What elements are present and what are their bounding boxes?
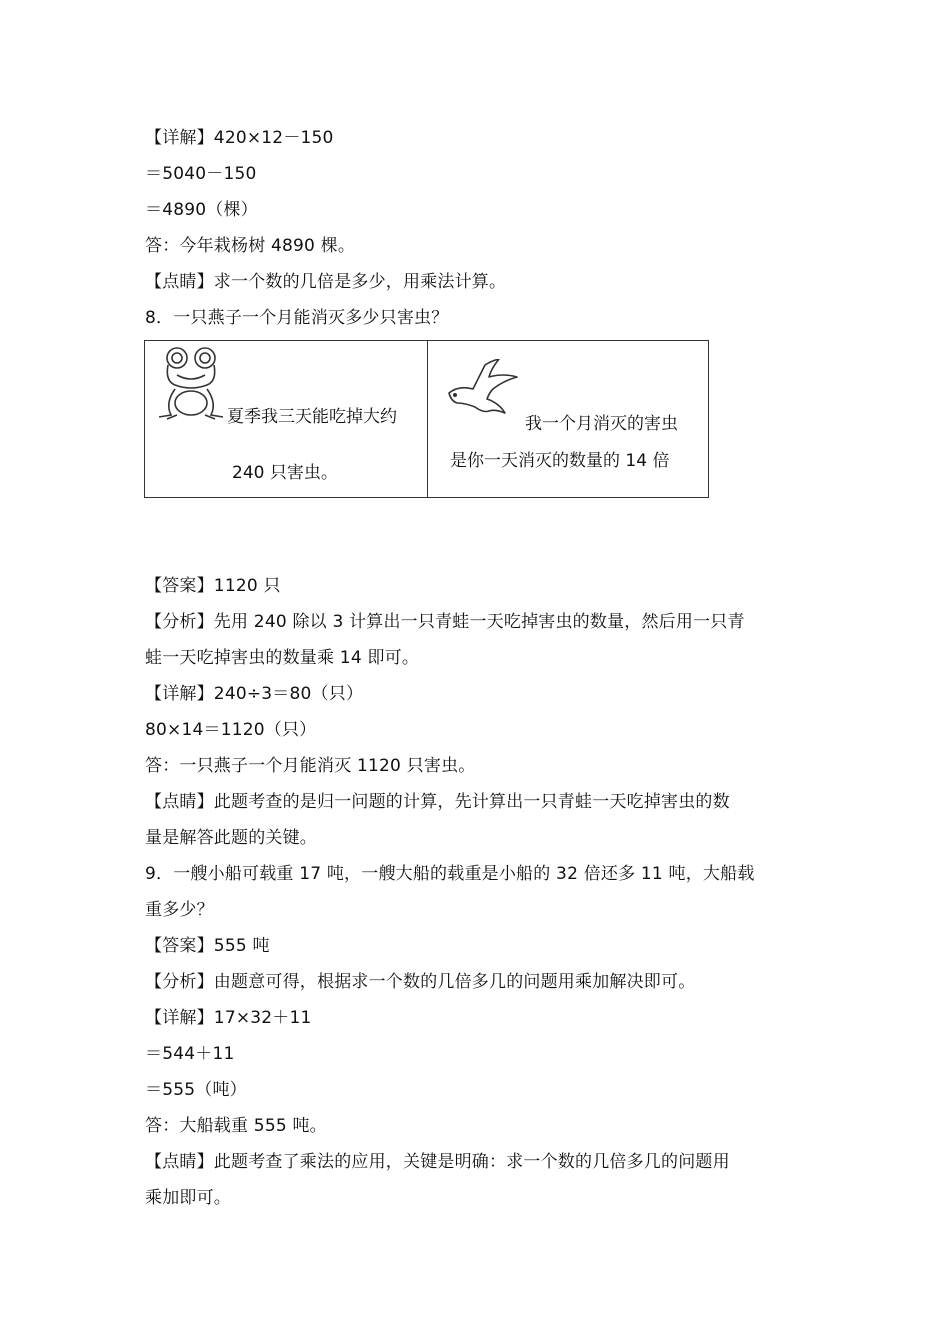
q9-question-line1: 9．一艘小船可载重 17 吨，一艘大船的载重是小船的 32 倍还多 11 吨，大船载 [145,864,755,884]
swallow-icon [445,359,525,421]
q8-step1: 80×14＝1120（只） [145,720,317,740]
q7-step1: ＝5040－150 [145,164,257,184]
q9-analysis: 【分析】由题意可得，根据求一个数的几倍多几的问题用乘加解决即可。 [145,972,696,992]
q7-detail: 【详解】420×12－150 [145,128,334,148]
q9-detail: 【详解】17×32＋11 [145,1008,312,1028]
q9-comment-line2: 乘加即可。 [145,1188,231,1208]
q8-question: 8．一只燕子一个月能消灭多少只害虫？ [145,308,449,328]
frog-icon [153,345,231,421]
q8-illustration-table [144,340,709,498]
frog-speech-line2: 240 只害虫。 [232,463,338,483]
q7-answer: 答：今年栽杨树 4890 棵。 [145,236,356,256]
q9-answer: 【答案】555 吨 [145,936,270,956]
q8-analysis-line2: 蛙一天吃掉害虫的数量乘 14 即可。 [145,648,420,668]
frog-speech-line1: 夏季我三天能吃掉大约 [227,407,397,427]
q8-answer: 【答案】1120 只 [145,576,281,596]
q8-final-answer: 答：一只燕子一个月能消灭 1120 只害虫。 [145,756,476,776]
q8-detail: 【详解】240÷3＝80（只） [145,684,364,704]
q9-step1: ＝544＋11 [145,1044,235,1064]
swallow-speech-line1: 我一个月消灭的害虫 [525,414,678,434]
q8-comment-line1: 【点睛】此题考查的是归一问题的计算，先计算出一只青蛙一天吃掉害虫的数 [145,792,730,812]
table-divider [427,341,428,497]
q7-comment: 【点睛】求一个数的几倍是多少，用乘法计算。 [145,272,507,292]
q7-step2: ＝4890（棵） [145,200,258,220]
q8-analysis-line1: 【分析】先用 240 除以 3 计算出一只青蛙一天吃掉害虫的数量，然后用一只青 [145,612,745,632]
q8-comment-line2: 量是解答此题的关键。 [145,828,317,848]
q9-step2: ＝555（吨） [145,1080,247,1100]
q9-comment-line1: 【点睛】此题考查了乘法的应用，关键是明确：求一个数的几倍多几的问题用 [145,1152,730,1172]
q9-final-answer: 答：大船载重 555 吨。 [145,1116,327,1136]
swallow-speech-line2: 是你一天消灭的数量的 14 倍 [450,451,670,471]
q9-question-line2: 重多少？ [145,900,214,920]
